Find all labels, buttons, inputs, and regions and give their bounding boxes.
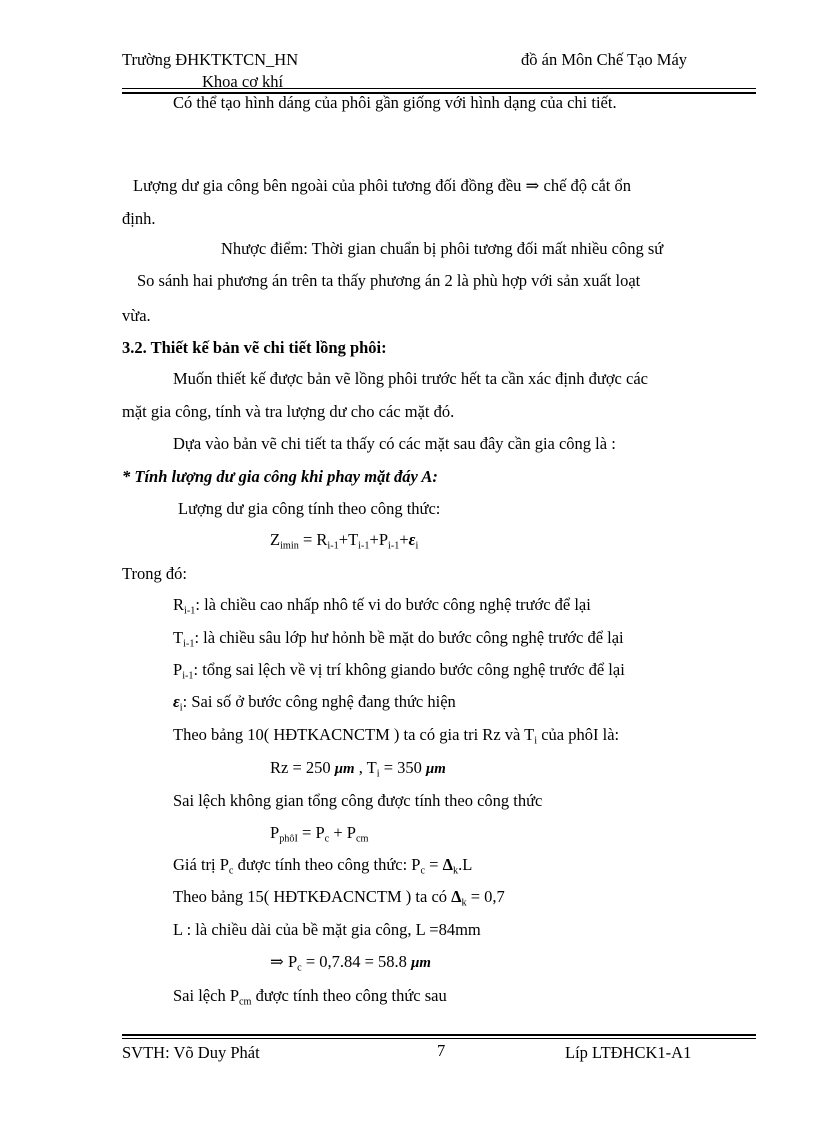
text-line: định.: [122, 209, 156, 228]
page-number: 7: [437, 1041, 446, 1060]
formula-pc: ⇒ $P_c = 0,7.84 = 58.8$ μm: [270, 952, 431, 974]
text-line: Có thể tạo hình dáng của phôi gần giống với hình dạng của chi tiết.: [173, 93, 617, 112]
definition-t: $T_{i-1}$: là chiều sâu lớp hư hỏnh bề mặt do bước công nghệ trước để lại: [173, 628, 624, 650]
subsection-heading: * Tính lượng dư gia công khi phay mặt đáy A:: [122, 467, 438, 486]
text-line: Theo bảng 10( HĐTKACNCTM ) ta có gia tri Rz và $T_i$ của phôI là:: [173, 725, 620, 747]
definition-eps: $\varepsilon_i$: Sai số ở bước công nghệ đang thức hiện: [173, 692, 456, 714]
text-line: Lượng dư gia công tính theo công thức:: [178, 499, 441, 518]
formula-rz-t: Rz = 250 μm , $T_i = 350$ μm: [270, 758, 446, 780]
text-line: Trong đó:: [122, 564, 187, 583]
formula-pphoi: $P_{phôI} = P_c + P_{cm}$: [270, 823, 369, 845]
header-school: Trường ĐHKTKTCN_HN: [122, 50, 299, 69]
footer-student: SVTH: Võ Duy Phát: [122, 1043, 260, 1062]
footer-rule-top: [122, 1034, 756, 1036]
formula-zimin: $Z_{imin} = R_{i-1}+T_{i-1}+P_{i-1}+\varepsilon_i$: [270, 530, 419, 552]
text-line: Sai lệch không gian tổng công được tính theo công thức: [173, 791, 543, 810]
definition-r: $R_{i-1}$: là chiều cao nhấp nhô tế vi do bước công nghệ trước để lại: [173, 595, 591, 617]
definition-p: $P_{i-1}$: tổng sai lệch về vị trí không giando bước công nghệ trước để lại: [173, 660, 625, 682]
text-line: mặt gia công, tính và tra lượng dư cho các mặt đó.: [122, 402, 455, 421]
footer-class: Líp LTĐHCK1-A1: [565, 1043, 692, 1062]
text-line: Sai lệch $P_{cm}$ được tính theo công thức sau: [173, 986, 447, 1008]
section-heading: 3.2. Thiết kế bản vẽ chi tiết lồng phôi:: [122, 338, 387, 357]
header-project: đồ án Môn Chế Tạo Máy: [521, 50, 688, 69]
text-line: Nhược điểm: Thời gian chuẩn bị phôi tương đối mất nhiều công sứ: [221, 239, 664, 258]
footer-rule-bottom: [122, 1038, 756, 1039]
text-line: So sánh hai phương án trên ta thấy phương án 2 là phù hợp với sản xuất loạt: [137, 271, 641, 290]
text-line: Theo bảng 15( HĐTKĐACNCTM ) ta có $\Delta_k = 0,7$: [173, 887, 505, 909]
header-rule-top: [122, 88, 756, 89]
text-line: Dựa vào bản vẽ chi tiết ta thấy có các mặt sau đây cần gia công là :: [173, 434, 616, 453]
text-line: Giá trị $P_c$ được tính theo công thức: $P_c = \Delta_k.L$: [173, 855, 473, 877]
text-line: L : là chiều dài của bề mặt gia công, L =84mm: [173, 920, 481, 939]
text-line: vừa.: [122, 306, 151, 325]
text-line: Lượng dư gia công bên ngoài của phôi tương đối đồng đều ⇒ chế độ cắt ổn: [133, 176, 631, 195]
text-line: Muốn thiết kế được bản vẽ lồng phôi trước hết ta cần xác định được các: [173, 369, 648, 388]
header-faculty: Khoa cơ khí: [202, 72, 284, 91]
